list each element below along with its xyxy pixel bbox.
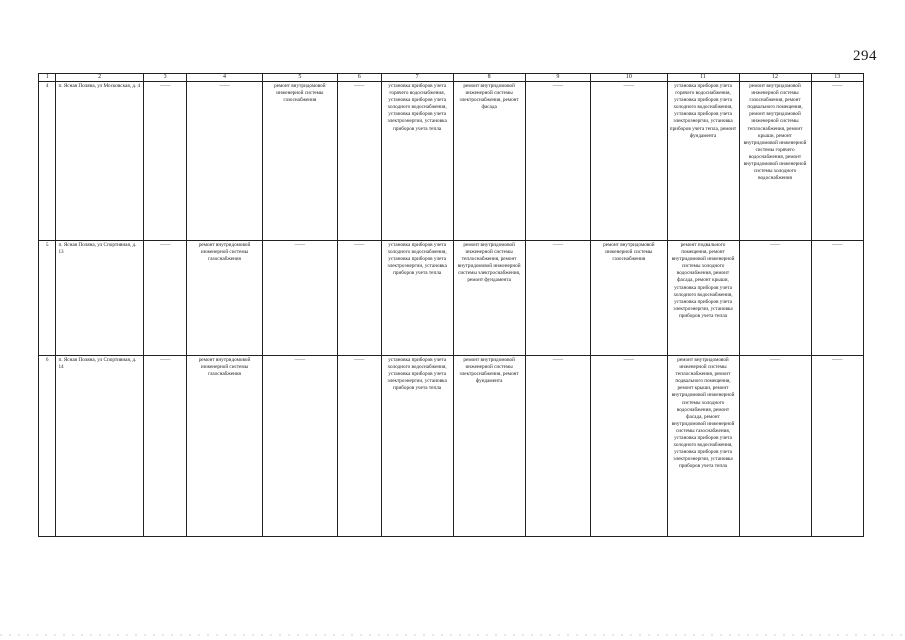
table-cell: ремонт внутридомовой инженерной системы газоснабжения [187,356,262,537]
column-header: 4 [187,74,262,82]
table-cell: —— [811,356,863,537]
column-header: 7 [381,74,453,82]
table-cell: —— [143,241,187,356]
table-cell: установка приборов учета холодного водоснабжения, установка приборов учета электроэнергии, установка приборов учета тепла [381,241,453,356]
table-cell: —— [337,241,381,356]
table-cell: ремонт внутридомовой инженерной системы газоснабжения [187,241,262,356]
column-header: 3 [143,74,187,82]
table-cell: —— [525,356,590,537]
table-cell: —— [525,82,590,241]
table-cell: ремонт внутридомовой инженерной системы электроснабжения, ремонт фасада [453,82,525,241]
table-cell: установка приборов учета холодного водоснабжения, установка приборов учета электроэнергии, установка приборов учета тепла [381,356,453,537]
column-header: 13 [811,74,863,82]
column-number-header-row [39,74,864,82]
scan-noise-strip [0,634,905,636]
table-cell: —— [591,356,667,537]
table-row [39,356,864,537]
row-number: 4 [39,82,56,241]
table-cell: установка приборов учета горячего водоснабжения, установка приборов учета холодного водоснабжения, установка приборов учета электроэнергии, установка приборов учета тепла, ремонт фундамента [667,82,739,241]
table-cell: установка приборов учета горячего водоснабжения, установка приборов учета холодного водоснабжения, установка приборов учета электроэнергии, установка приборов учета тепла [381,82,453,241]
table-cell: —— [143,356,187,537]
table-cell: ремонт внутридомовой инженерной системы газоснабжения [591,241,667,356]
page-number: 294 [853,48,877,64]
address-cell: п. Ясная Поляна, ул Спортивная, д. 13 [56,241,143,356]
table-cell: —— [591,82,667,241]
column-header: 8 [453,74,525,82]
address-cell: п. Ясная Поляна, ул Московская, д. 4 [56,82,143,241]
table-cell: —— [739,356,811,537]
table-cell: —— [262,241,337,356]
table-cell: ремонт подвального помещения, ремонт внутридомовой инженерной системы холодного водоснабжения, ремонт фасада, ремонт крыши, установка приборов учета холодного водоснабжения, установка приборов учета электроэнергии, установка приборов учета тепла [667,241,739,356]
table-cell: —— [262,356,337,537]
row-number: 6 [39,356,56,537]
table-cell: —— [143,82,187,241]
table-cell: ремонт внутридомовой инженерной системы газоснабжения [262,82,337,241]
table-cell: —— [811,82,863,241]
table-cell: —— [739,241,811,356]
column-header: 11 [667,74,739,82]
column-header: 1 [39,74,56,82]
table-cell: —— [337,356,381,537]
table-cell: —— [337,82,381,241]
column-header: 2 [56,74,143,82]
table-cell: —— [187,82,262,241]
table-cell: ремонт внутридомовой инженерной системы электроснабжения, ремонт фундамента [453,356,525,537]
address-cell: п. Ясная Поляна, ул Спортивная, д. 14 [56,356,143,537]
table-cell: ремонт внутридомовой инженерной системы теплоснабжения, ремонт внутридомовой инженерной системы электроснабжения, ремонт фундамента [453,241,525,356]
column-header: 12 [739,74,811,82]
table-cell: ремонт внутридомовой инженерной системы теплоснабжения, ремонт подвального помещения, ремонт крыши, ремонт внутридомовой инженерной системы холодного водоснабжения, ремонт фасада, ремонт внутридомовой инженерной системы газоснабжения, установка приборов учета холодного водоснабжения, установка приборов учета электроэнергии, установка приборов учета тепла [667,356,739,537]
table-row [39,241,864,356]
table-row [39,82,864,241]
column-header: 10 [591,74,667,82]
column-header: 5 [262,74,337,82]
table-cell: —— [811,241,863,356]
column-header: 9 [525,74,590,82]
column-header: 6 [337,74,381,82]
repair-schedule-table [38,73,864,537]
table-cell: ремонт внутридомовой инженерной системы газоснабжения, ремонт подвального помещения, ремонт внутридомовой инженерной системы теплоснабжения, ремонт крыши, ремонт внутридомовой инженерной системы горячего водоснабжения, ремонт внутридомовой инженерной системы холодного водоснабжения [739,82,811,241]
table-cell: —— [525,241,590,356]
row-number: 5 [39,241,56,356]
